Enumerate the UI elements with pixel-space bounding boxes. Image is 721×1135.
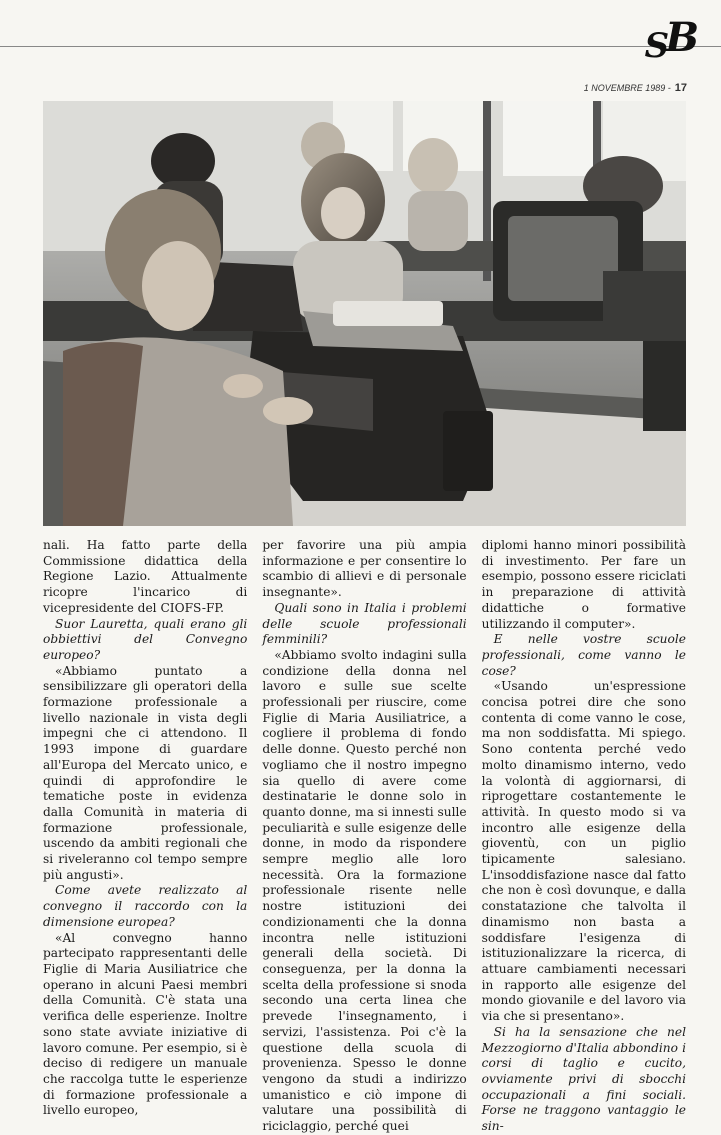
question-paragraph: Suor Lauretta, quali erano gli obbiettivi del Convegno europeo?	[43, 616, 248, 662]
paragraph: «Al convegno hanno partecipato rappresentanti delle Figlie di Maria Ausiliatrice che operano in alcuni Paesi membri della Comunità. C'è stata una verifica delle esperienze. Inoltre sono state avviate iniziative di lavoro comune. Per esempio, si è deciso di redigere un manuale che raccolga tutte le esperienze di formazione professionale a livello europeo,	[43, 930, 248, 1118]
paragraph: nali. Ha fatto parte della Commissione didattica della Regione Lazio. Attualmente ricopre l'incarico di vicepresidente del CIOFS-FP.	[43, 538, 248, 615]
question-paragraph: E nelle vostre scuole professionali, come vanno le cose?	[481, 632, 686, 678]
article-column-1	[43, 538, 248, 1118]
article-body	[43, 538, 686, 1134]
paragraph: «Abbiamo puntato a sensibilizzare gli operatori della formazione professionale a livello nazionale in vista degli impegni che ci attendono. Il 1993 impone di guardare all'Europa del Mercato unico, e quindi di approfondire le tematiche poste in evidenza dalla Comunità in materia di formazione professionale, uscendo da ambiti regionali che si riveleranno col tempo sempre più angusti».	[43, 663, 248, 882]
page-number: 17	[674, 82, 687, 94]
question-paragraph: Quali sono in Italia i problemi delle scuole professionali femminili?	[262, 600, 467, 647]
article-column-3	[481, 538, 686, 1134]
paragraph: «Abbiamo svolto indagini sulla condizione della donna nel lavoro e sulle sue scelte professionali per riuscire, come Figlie di Maria Ausiliatrice, a cogliere il problema di fondo delle donne. Questo perché non vogliamo che il nostro impegno sia quello di avere come destinatarie le donne solo in quanto donne, ma si innesti sulle peculiarità e sulle esigenze delle donne, in modo da rispondere sempre meglio alle loro necessità. Ora la formazione professionale risente nelle nostre istituzioni dei condizionamenti che la donna incontra nelle istituzioni generali della società. Di conseguenza, per la donna la scelta della professione si snoda secondo una certa linea che prevede l'insegnamento, i servizi, l'assistenza. Poi c'è la questione della scuola di provenienza. Spesso le donne vengono da studi a indirizzo umanistico e ciò impone di valutare una possibilità di riciclaggio, perché quei	[262, 647, 467, 1134]
classroom-photo	[43, 101, 686, 526]
classroom-photo-illustration	[43, 101, 686, 526]
issue-date-text: 1 NOVEMBRE 1989 -	[583, 83, 671, 93]
question-paragraph: Come avete realizzato al convegno il raccordo con la dimensione europea?	[43, 883, 248, 929]
article-column-2	[262, 538, 467, 1134]
issue-date	[584, 82, 687, 94]
question-paragraph: Si ha la sensazione che nel Mezzogiorno d'Italia abbondino i corsi di taglio e cucito, ovviamente privi di sbocchi occupazionali a fini sociali. Forse ne traggono vantaggio le sin-	[481, 1024, 686, 1134]
header-rule	[0, 46, 721, 47]
paragraph: per favorire una più ampia informazione e per consentire lo scambio di allievi e di personale insegnante».	[262, 538, 467, 600]
magazine-logo: SB	[644, 14, 695, 66]
paragraph: diplomi hanno minori possibilità di investimento. Per fare un esempio, possono essere riciclati in preparazione di attività didattiche o formative utilizzando il computer».	[481, 538, 686, 631]
paragraph: «Usando un'espressione concisa potrei dire che sono contenta di come vanno le cose, ma non soddisfatta. Mi spiego. Sono contenta perché vedo molto dinamismo interno, vedo la volontà di aggiornarsi, di riprogettare costantemente le attività. In questo modo si va incontro alle esigenze della gioventù, con un piglio tipicamente salesiano. L'insoddisfazione nasce dal fatto che non è così dovunque, e dalla constatazione che talvolta il dinamismo non basta a soddisfare l'esigenza di istituzionalizzare la ricerca, di attuare cambiamenti necessari in rapporto alle esigenze del mondo giovanile e del lavoro via via che si presentano».	[481, 679, 686, 1024]
